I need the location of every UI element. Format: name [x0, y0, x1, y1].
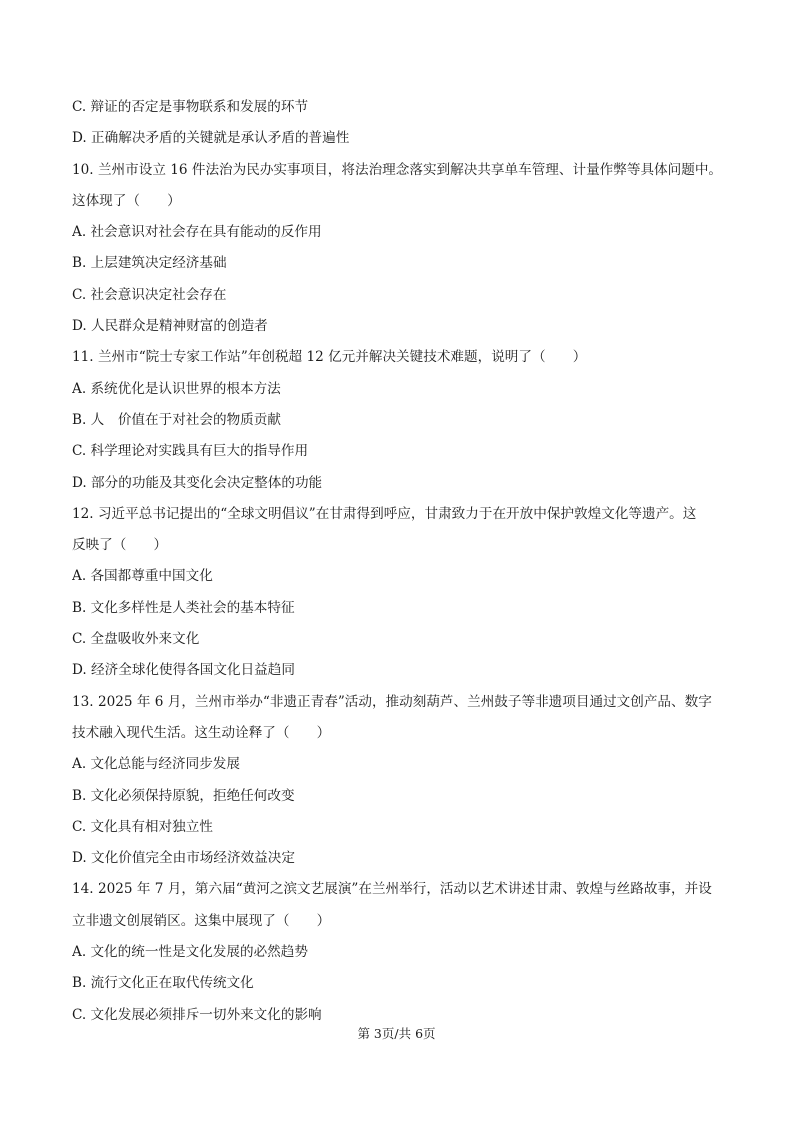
text-line: A. 各国都尊重中国文化: [72, 568, 213, 585]
text-line: A. 文化的统一性是文化发展的必然趋势: [72, 944, 308, 961]
text-line: 立非遗文创展销区。这集中展现了（ ）: [72, 912, 331, 929]
text-line: A. 文化总能与经济同步发展: [72, 756, 240, 773]
text-line: C. 全盘吸收外来文化: [72, 631, 200, 648]
text-line: B. 上层建筑决定经济基础: [72, 255, 227, 272]
text-line: 10. 兰州市设立 16 件法治为民办实事项目，将法治理念落实到解决共享单车管理、计量作弊等具体问题中。: [72, 161, 723, 178]
page-footer: 第 3页/共 6页: [357, 1026, 436, 1041]
text-line: 11. 兰州市“院士专家工作站”年创税超 12 亿元并解决关键技术难题，说明了（ ）: [72, 349, 587, 366]
text-line: A. 社会意识对社会存在具有能动的反作用: [72, 224, 322, 241]
text-line: D. 经济全球化使得各国文化日益趋同: [72, 662, 295, 679]
text-line: A. 系统优化是认识世界的根本方法: [72, 380, 281, 397]
text-line: B. 文化必须保持原貌，拒绝任何改变: [72, 787, 295, 804]
text-line: B. 流行文化正在取代传统文化: [72, 975, 254, 992]
text-line: 12. 习近平总书记提出的“全球文明倡议”在甘肃得到呼应，甘肃致力于在开放中保护敦煌文化等遗产。这: [72, 505, 697, 522]
text-line: C. 科学理论对实践具有巨大的指导作用: [72, 443, 309, 460]
text-line: B. 文化多样性是人类社会的基本特征: [72, 599, 295, 616]
text-line: D. 文化价值完全由市场经济效益决定: [72, 850, 295, 867]
text-line: B. 人 价值在于对社会的物质贡献: [72, 411, 281, 428]
text-line: D. 部分的功能及其变化会决定整体的功能: [72, 474, 323, 491]
text-line: D. 正确解决矛盾的关键就是承认矛盾的普遍性: [72, 130, 350, 147]
text-line: C. 社会意识决定社会存在: [72, 286, 227, 303]
text-line: 这体现了（ ）: [72, 192, 181, 209]
text-line: 14. 2025 年 7 月，第六届“黄河之滨文艺展演”在兰州举行，活动以艺术讲述甘肃、敦煌与丝路故事，并设: [72, 881, 712, 898]
text-line: 13. 2025 年 6 月，兰州市举办“非遗正青春”活动，推动刻葫芦、兰州鼓子等非遗项目通过文创产品、数字: [72, 693, 712, 710]
page-content: [72, 92, 732, 1031]
text-line: C. 文化发展必须排斥一切外来文化的影响: [72, 1006, 322, 1023]
text-line: 技术融入现代生活。这生动诠释了（ ）: [72, 724, 331, 741]
text-line: 反映了（ ）: [72, 537, 168, 554]
text-line: D. 人民群众是精神财富的创造者: [72, 318, 268, 335]
text-line: C. 辩证的否定是事物联系和发展的环节: [72, 99, 309, 115]
text-line: C. 文化具有相对独立性: [72, 818, 213, 835]
